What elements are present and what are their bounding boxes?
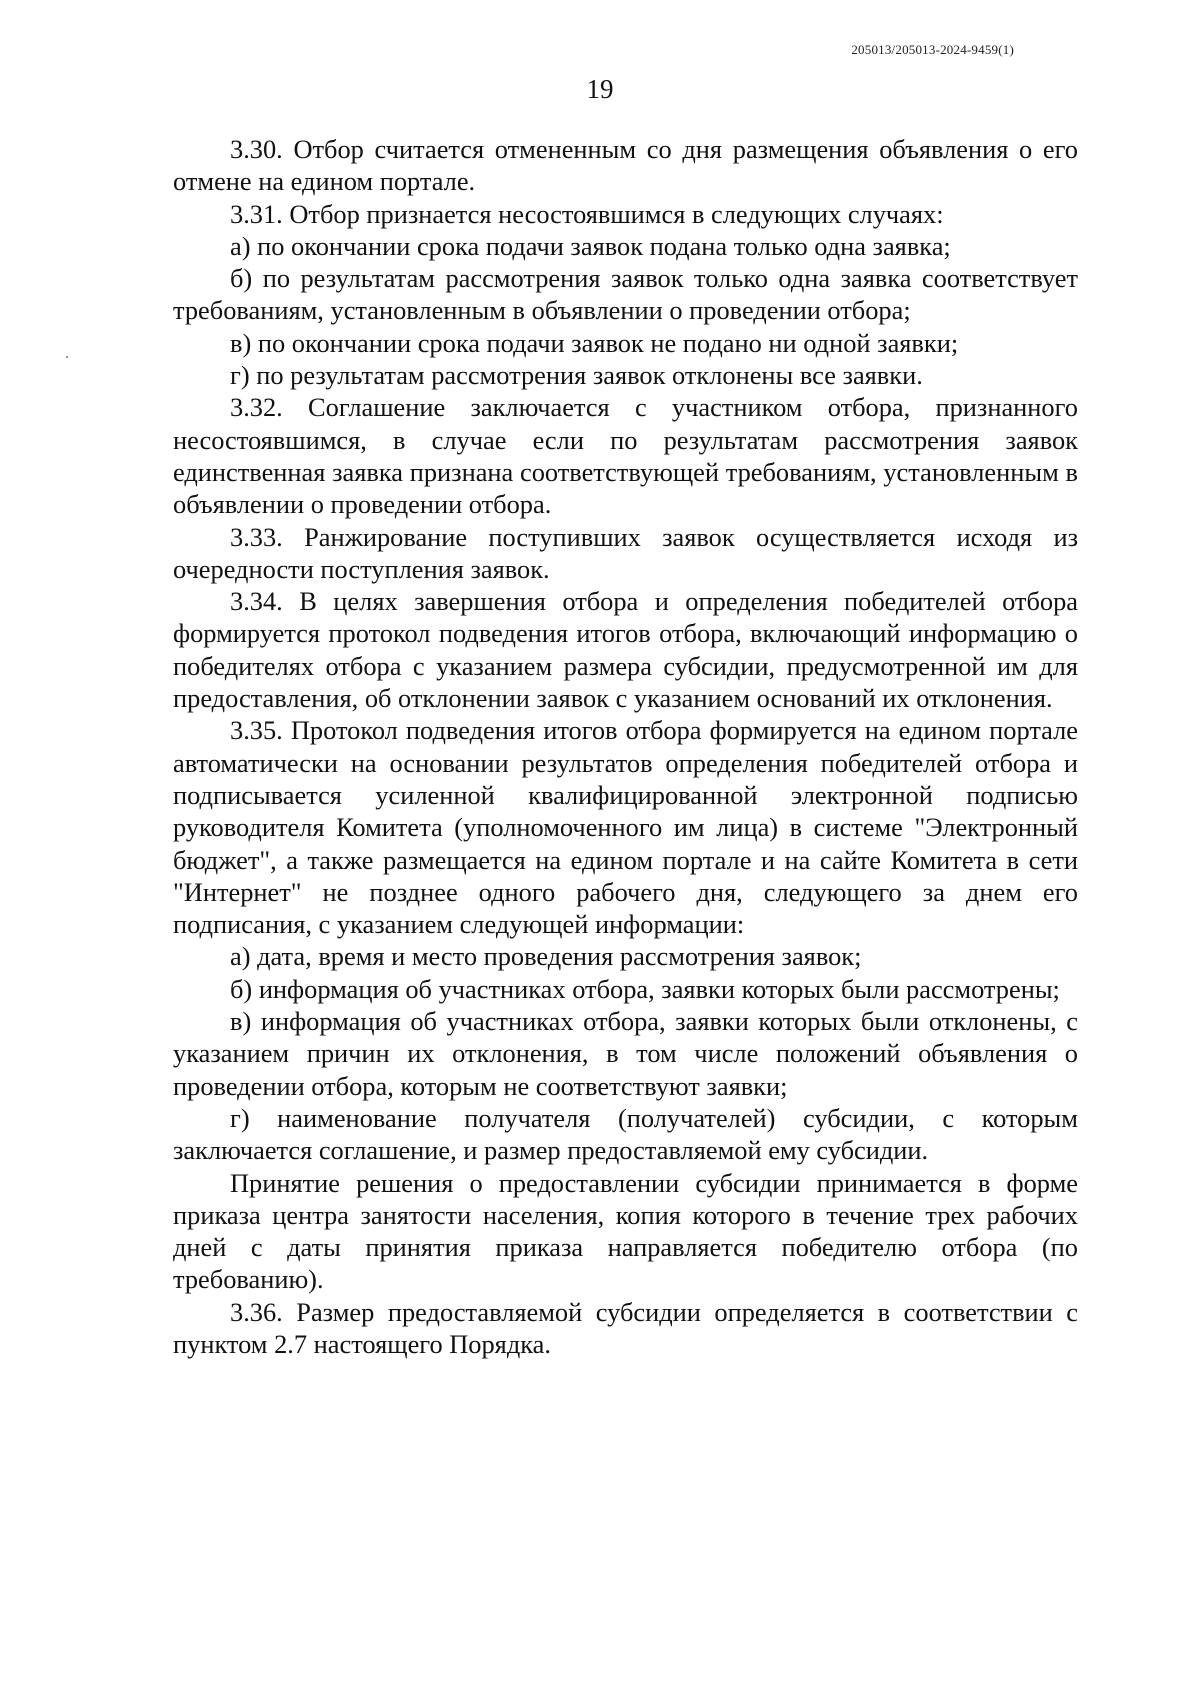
paragraph-3-36: 3.36. Размер предоставляемой субсидии определяется в соответствии с пунктом 2.7 настоящего Порядка. (173, 1296, 1078, 1359)
paragraph-3-32: 3.32. Соглашение заключается с участником отбора, признанного несостоявшимся, в случае если по результатам рассмотрения заявок единственная заявка признана соответствующей требованиям, установленным в объявлении о проведении отбора. (173, 392, 1078, 520)
paragraph-3-33: 3.33. Ранжирование поступивших заявок осуществляется исходя из очередности поступления заявок. (173, 521, 1078, 584)
paragraph-3-31: 3.31. Отбор признается несостоявшимся в следующих случаях: (230, 198, 944, 229)
page-number: 19 (586, 74, 614, 104)
paragraph-3-30: 3.30. Отбор считается отмененным со дня размещения объявления о его отмене на едином портале. (173, 134, 1078, 197)
list-item-3-35-a: а) дата, время и место проведения рассмотрения заявок; (230, 941, 862, 972)
document-body (173, 133, 1078, 1360)
list-item-3-35-g: г) наименование получателя (получателей) субсидии, с которым заключается соглашение, и размер предоставляемой ему субсидии. (173, 1102, 1078, 1166)
paragraph-3-34: 3.34. В целях завершения отбора и определения победителей отбора формируется протокол подведения итогов отбора, включающий информацию о победителях отбора с указанием размера субсидии, предусмотренной им для предоставления, об отклонении заявок с указанием оснований их отклонения. (173, 586, 1078, 714)
list-item-3-31-g: г) по результатам рассмотрения заявок отклонены все заявки. (230, 360, 923, 391)
list-item-3-31-b: б) по результатам рассмотрения заявок только одна заявка соответствует требованиям, установленным в объявлении о проведении отбора; (173, 263, 1078, 326)
list-item-3-35-b: б) информация об участниках отбора, заявки которых были рассмотрены; (230, 973, 1060, 1004)
list-item-3-31-v: в) по окончании срока подачи заявок не подано ни одной заявки; (230, 327, 959, 358)
paragraph-decision: Принятие решения о предоставлении субсидии принимается в форме приказа центра занятости населения, копия которого в течение трех рабочих дней с даты принятия приказа направляется победителю отбора (по требованию). (173, 1167, 1078, 1295)
scan-speck (66, 356, 68, 358)
list-item-3-35-v: в) информация об участниках отбора, заявки которых были отклонены, с указанием причин их отклонения, в том числе положений объявления о проведении отбора, которым не соответствуют заявки; (173, 1006, 1078, 1101)
document-id: 205013/205013-2024-9459(1) (851, 42, 1014, 57)
paragraph-3-35: 3.35. Протокол подведения итогов отбора формируется на едином портале автоматически на основании результатов определения победителей отбора и подписывается усиленной квалифицированной электронной подписью руководителя Комитета (уполномоченного им лица) в системе "Электронный бюджет", а также размещается на едином портале и на сайте Комитета в сети "Интернет" не позднее одного рабочего дня, следующего за днем его подписания, с указанием следующей информации: (173, 715, 1078, 940)
list-item-3-31-a: а) по окончании срока подачи заявок подана только одна заявка; (230, 230, 951, 261)
